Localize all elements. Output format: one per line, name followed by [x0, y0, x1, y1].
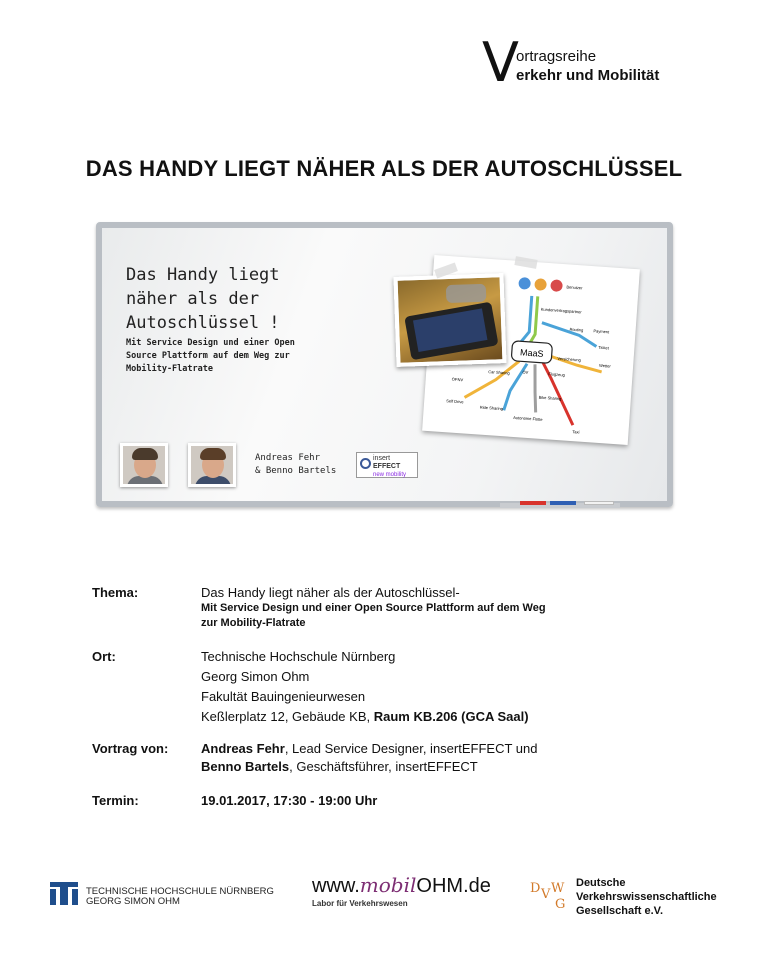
board-title-line: näher als der	[126, 289, 260, 309]
svg-text:W: W	[551, 881, 565, 896]
board-speaker-1: Andreas Fehr	[255, 453, 321, 463]
ort-label: Ort:	[92, 649, 116, 664]
ort-line3: Fakultät Bauingenieurwesen	[201, 689, 366, 704]
ort-room: Raum KB.206 (GCA Saal)	[373, 709, 529, 724]
mobil-subtitle: Labor für Verkehrswesen	[312, 899, 408, 908]
dvwg-mark	[530, 878, 570, 912]
diagram-label: Versicherung	[557, 355, 581, 363]
diagram-label: ÖV	[522, 369, 529, 375]
diagram-label: Benutzer	[566, 284, 583, 291]
marker-red	[520, 501, 546, 505]
vortrag-label: Vortrag von:	[92, 741, 169, 756]
diagram-label: Bike Sharing	[538, 394, 562, 402]
series-line2: erkehr und Mobilität	[516, 67, 660, 84]
svg-text:V: V	[541, 887, 551, 902]
diagram-label: Kundenvertragspartner	[540, 306, 582, 315]
termin-label: Termin:	[92, 793, 139, 808]
series-logo	[482, 31, 712, 94]
dvwg-text	[576, 876, 756, 918]
svg-text:G: G	[555, 897, 566, 912]
diagram-label: Taxi	[572, 429, 580, 435]
thn-mark-icon	[48, 880, 80, 908]
diagram-label: Self Drive	[446, 398, 464, 405]
page-title: DAS HANDY LIEGT NÄHER ALS DER AUTOSCHLÜSSEL	[85, 156, 683, 181]
dvwg-line: Verkehrswissenschaftliche	[576, 891, 717, 903]
diagram-label: Wetter	[598, 362, 611, 369]
dvwg-line: Deutsche	[576, 877, 626, 889]
maas-center-label: MaaS	[519, 347, 544, 359]
thema-label: Thema:	[92, 585, 139, 600]
series-line1: ortragsreihe	[516, 48, 597, 65]
board-title	[126, 263, 366, 335]
svg-text:D: D	[530, 881, 541, 896]
vortrag-line1	[201, 739, 537, 758]
board-title-line: Autoschlüssel !	[126, 313, 280, 333]
mobil-prefix: www.	[312, 875, 360, 897]
diagram-label: Car Sharing	[488, 369, 510, 376]
thn-line2: GEORG SIMON OHM	[86, 896, 180, 907]
dvwg-line: Gesellschaft e.V.	[576, 905, 664, 917]
diagram-label: ÖPNV	[451, 376, 464, 383]
diagram-label: Routing	[569, 326, 584, 333]
speaker1-name: Andreas Fehr	[201, 741, 285, 756]
diagram-label: Payment	[593, 328, 610, 335]
thema-subline2: zur Mobility-Flatrate	[201, 617, 306, 629]
marker-white	[584, 501, 614, 505]
mobil-suffix: OHM.de	[416, 875, 491, 897]
board-title-line: Das Handy liegt	[126, 265, 280, 285]
board-subtitle-line: Source Plattform auf dem Weg zur	[126, 351, 290, 361]
thn-logo	[48, 880, 278, 908]
speaker-photo-2	[188, 443, 236, 487]
logo-line2: EFFECT	[373, 463, 401, 470]
diagram-label: Ticket	[598, 344, 610, 351]
ort-line4	[201, 707, 529, 726]
board-speakers	[255, 452, 336, 478]
user-icon	[518, 277, 531, 290]
ort-line1: Technische Hochschule Nürnberg	[201, 649, 396, 664]
mobilohm-logo	[312, 874, 522, 908]
thema-subline1: Mit Service Design und einer Open Source Plattform auf dem Weg	[201, 602, 546, 614]
smartphone-shape	[404, 302, 498, 361]
diagram-label: Autonome Flotte	[513, 414, 543, 422]
phone-photo	[393, 273, 506, 367]
termin-value: 19.01.2017, 17:30 - 19:00 Uhr	[201, 793, 378, 808]
inserteffect-ring-icon	[360, 458, 371, 469]
speaker2-name: Benno Bartels	[201, 759, 290, 774]
vortrag-line2	[201, 757, 478, 776]
thn-line1: TECHNISCHE HOCHSCHULE NÜRNBERG	[86, 886, 274, 897]
user-icon	[534, 278, 547, 291]
speaker2-role: , Geschäftsführer, insertEFFECT	[289, 759, 478, 774]
board-subtitle-line: Mit Service Design und einer Open	[126, 338, 295, 348]
speaker-photo-1	[120, 443, 168, 487]
diagram-label: Flugzeug	[548, 371, 565, 378]
board-subtitle	[126, 337, 356, 376]
mobil-mid: mobil	[359, 873, 417, 897]
ort-address: Keßlerplatz 12, Gebäude KB,	[201, 709, 374, 724]
car-key-shape	[446, 284, 487, 303]
speaker1-role: , Lead Service Designer, insertEFFECT und	[284, 741, 538, 756]
logo-line3: new mobility	[373, 472, 407, 478]
ort-line2: Georg Simon Ohm	[201, 669, 310, 684]
series-logo-v: V	[482, 31, 519, 94]
logo-line1: insert	[373, 455, 391, 462]
board-speaker-2: & Benno Bartels	[255, 466, 337, 476]
inserteffect-logo	[356, 452, 418, 478]
diagram-label: Ride Sharing	[479, 404, 504, 412]
board-subtitle-line: Mobility-Flatrate	[126, 364, 213, 374]
marker-blue	[550, 501, 576, 505]
thema-value: Das Handy liegt näher als der Autoschlüssel-	[201, 585, 460, 600]
user-icon	[550, 279, 563, 292]
